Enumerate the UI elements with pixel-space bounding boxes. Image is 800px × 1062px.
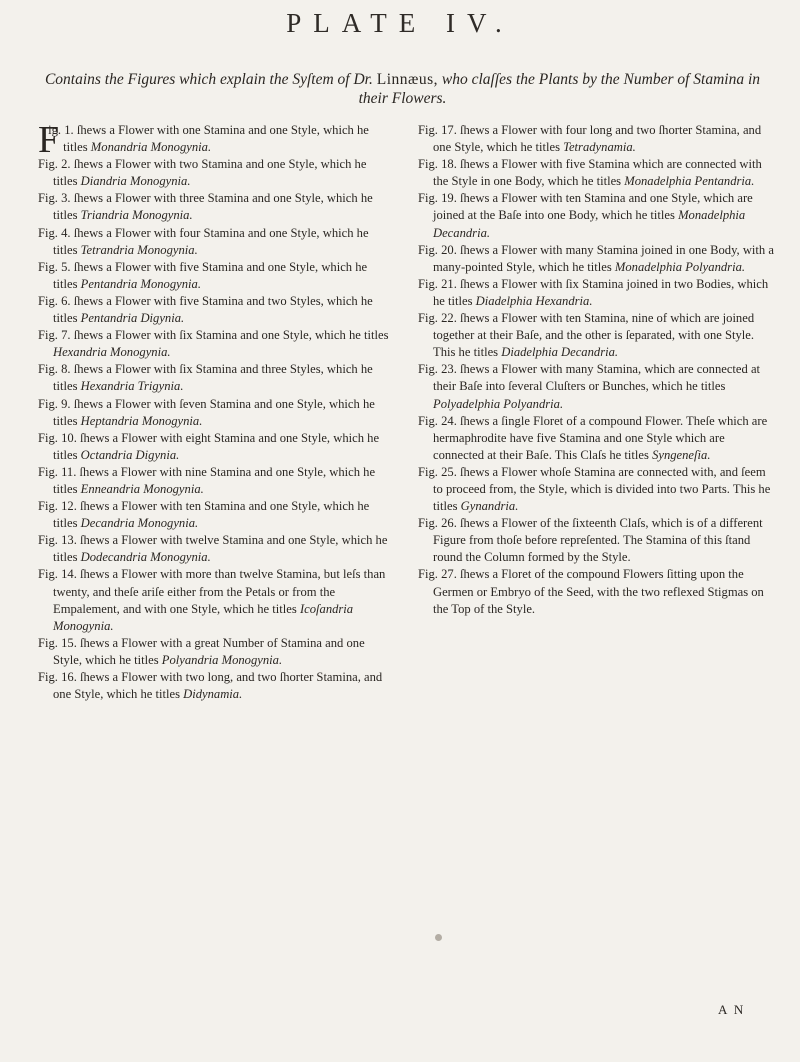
figure-entry — [418, 515, 774, 566]
class-title: Diandria Monogynia. — [80, 174, 191, 189]
class-title: Triandria Monogynia. — [80, 208, 193, 223]
entry-text: Fig. 10. ſhews a Flower with eight Stamina and one Style, which he titles — [38, 430, 380, 462]
class-title: Polyadelphia Polyandria. — [433, 396, 564, 411]
entry-text: Fig. 6. ſhews a Flower with five Stamina and two Styles, which he titles — [38, 293, 373, 326]
entry-text: Fig. 26. ſhews a Flower of the ſixteenth Claſs, which is of a different Figure from thoſe before repreſented. The Stamina of this ſtand round the Column formed by the Style. — [418, 516, 763, 565]
figure-entry — [418, 276, 774, 310]
entry-text: Fig. 14. ſhews a Flower with more than twelve Stamina, but leſs than twenty, and theſe ariſe either from the Petals or from the Empalement, and with one Style, which he titles — [38, 567, 386, 616]
figure-entry — [38, 327, 390, 361]
figure-entry — [418, 566, 774, 617]
description-suffix: who claſſes the Plants by the Number of Stamina in their Flowers. — [358, 71, 761, 107]
entry-text: Fig. 22. ſhews a Flower with ten Stamina, nine of which are joined together at their Baſe, and the other is ſeparated, with one Style. This he titles — [418, 311, 755, 360]
entry-text: ig. 1. ſhews a Flower with one Stamina and one Style, which he titles — [48, 123, 369, 155]
figure-entry — [418, 361, 774, 412]
figure-entry — [38, 225, 390, 259]
class-title: Tetrandria Monogynia. — [80, 242, 198, 257]
entry-text: Fig. 11. ſhews a Flower with nine Stamina and one Style, which he titles — [38, 464, 376, 496]
figure-entry — [38, 566, 390, 634]
class-title: Monadelphia Pentandria. — [624, 174, 755, 189]
entry-text: Fig. 23. ſhews a Flower with many Stamina, which are connected at their Baſe into ſeveral Cluſters or Bunches, which he titles — [418, 362, 761, 394]
class-title: Didynamia. — [183, 687, 243, 702]
entry-text: Fig. 12. ſhews a Flower with ten Stamina and one Style, which he titles — [38, 499, 370, 531]
figure-entry — [418, 156, 774, 190]
left-column — [38, 119, 390, 703]
entry-text: Fig. 19. ſhews a Flower with ten Stamina and one Style, which are joined at the Baſe into one Body, which he titles — [418, 191, 753, 223]
class-title: Hexandria Trigynia. — [80, 379, 184, 394]
catchword: A N — [718, 1002, 746, 1017]
figure-entry — [38, 464, 390, 498]
class-title: Gynandria. — [460, 499, 519, 514]
figure-entry — [38, 190, 390, 224]
figure-entry — [38, 396, 390, 430]
class-title: Pentandria Monogynia. — [80, 276, 201, 291]
plate-title: PLATE IV. — [286, 8, 514, 38]
entry-text: Fig. 21. ſhews a Flower with ſix Stamina joined in two Bodies, which he titles — [418, 276, 769, 308]
author-name: Linnæus, — [376, 71, 439, 88]
entry-text: Fig. 20. ſhews a Flower with many Stamina joined in one Body, with a many-pointed Style, which he titles — [418, 242, 774, 274]
figure-entry — [418, 464, 774, 515]
class-title: Polyandria Monogynia. — [161, 652, 283, 667]
class-title: Enneandria Monogynia. — [80, 481, 204, 496]
entry-text: Fig. 7. ſhews a Flower with ſix Stamina and one Style, which he titles — [38, 328, 389, 343]
class-title: Hexandria Monogynia. — [53, 345, 171, 360]
class-title: Decandria Monogynia. — [80, 516, 199, 531]
entry-text: Fig. 9. ſhews a Flower with ſeven Stamina and one Style, which he titles — [38, 396, 375, 428]
class-title: Diadelphia Hexandria. — [475, 293, 593, 308]
figure-entry — [418, 413, 774, 464]
figure-entry — [38, 361, 390, 395]
figure-entry — [38, 669, 390, 703]
figure-entry — [38, 119, 390, 161]
entry-text: Fig. 5. ſhews a Flower with five Stamina and one Style, which he titles — [38, 259, 368, 291]
entry-text: Fig. 8. ſhews a Flower with ſix Stamina and three Styles, which he titles — [38, 362, 373, 394]
entry-text: Fig. 27. ſhews a Floret of the compound Flowers ſitting upon the Germen or Embryo of the Seed, with the two reflexed Stigmas on the Top of the Style. — [418, 567, 764, 616]
class-title: Diadelphia Decandria. — [501, 345, 619, 360]
entry-text: Fig. 13. ſhews a Flower with twelve Stamina and one Style, which he titles — [38, 533, 388, 565]
figure-entry — [418, 242, 774, 276]
entry-text: Fig. 24. ſhews a ſingle Floret of a compound Flower. Theſe which are hermaphrodite have five Stamina and one Style which are connected at their Baſe. This Claſs he titles — [418, 413, 768, 462]
class-title: Monadelphia Polyandria. — [614, 259, 746, 274]
class-title: Monandria Monogynia. — [90, 140, 212, 155]
entry-text: Fig. 16. ſhews a Flower with two long, and two ſhorter Stamina, and one Style, which he titles — [38, 670, 383, 702]
figure-entry — [38, 635, 390, 669]
right-column — [418, 122, 774, 618]
figure-entry — [38, 430, 390, 464]
figure-entry — [38, 259, 390, 293]
class-title: Pentandria Digynia. — [80, 311, 185, 326]
figure-entry — [38, 532, 390, 566]
drop-cap: F — [38, 119, 60, 161]
class-title: Heptandria Monogynia. — [80, 413, 203, 428]
class-title: Dodecandria Monogynia. — [80, 550, 211, 565]
class-title: Octandria Digynia. — [80, 447, 180, 462]
entry-text: Fig. 3. ſhews a Flower with three Stamina and one Style, which he titles — [38, 191, 373, 223]
entry-text: Fig. 4. ſhews a Flower with four Stamina and one Style, which he titles — [38, 225, 369, 257]
figure-entry — [38, 293, 390, 327]
entry-text: Fig. 18. ſhews a Flower with five Stamina which are connected with the Style in one Body, which he titles — [418, 157, 762, 189]
entry-text: Fig. 25. ſhews a Flower whoſe Stamina are connected with, and ſeem to proceed from, the Style, which is divided into two Parts. This he titles — [418, 464, 771, 514]
class-title: Icoſandria Monogynia. — [53, 601, 354, 633]
entry-text: Fig. 15. ſhews a Flower with a great Number of Stamina and one Style, which he titles — [38, 635, 365, 667]
ink-spot — [435, 934, 442, 941]
entry-text: Fig. 17. ſhews a Flower with four long and two ſhorter Stamina, and one Style, which he titles — [418, 123, 762, 155]
class-title: Monadelphia Decandria. — [433, 208, 746, 240]
class-title: Tetradynamia. — [563, 140, 636, 155]
description-prefix: Contains the Figures which explain the Syſtem of Dr. — [44, 71, 373, 88]
figure-entry — [38, 498, 390, 532]
class-title: Syngeneſia. — [652, 447, 711, 462]
figure-entry — [38, 156, 390, 190]
figure-entry — [418, 310, 774, 361]
figure-entry — [418, 122, 774, 156]
figure-entry — [418, 190, 774, 241]
plate-description — [40, 70, 765, 108]
entry-text: Fig. 2. ſhews a Flower with two Stamina and one Style, which he titles — [38, 157, 367, 189]
